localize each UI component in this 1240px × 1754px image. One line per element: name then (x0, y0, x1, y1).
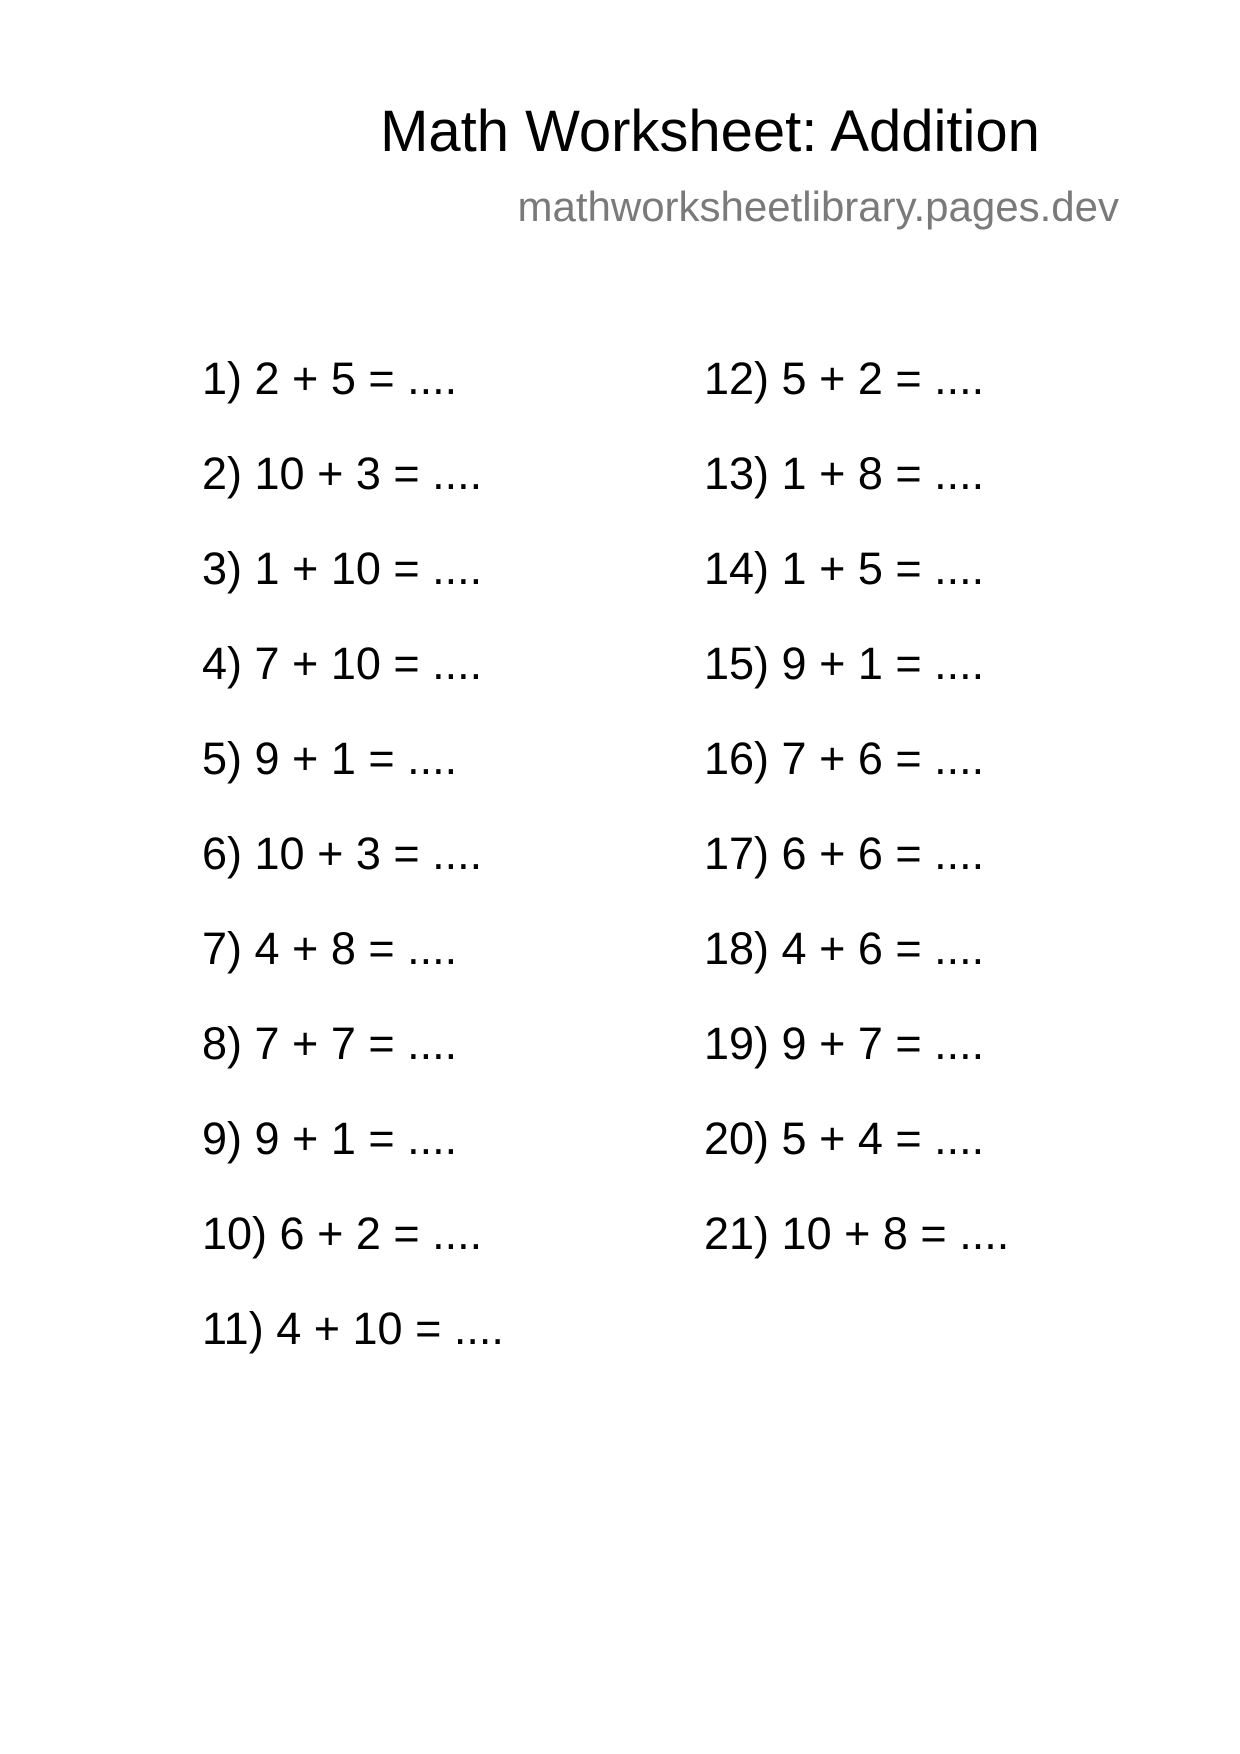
page-title: Math Worksheet: Addition (380, 99, 1040, 164)
problem-item: 19) 9 + 7 = .... (704, 1018, 985, 1069)
problem-item: 2) 10 + 3 = .... (202, 448, 483, 499)
problem-item: 13) 1 + 8 = .... (704, 448, 985, 499)
problem-item: 17) 6 + 6 = .... (704, 828, 985, 879)
problem-column-left (202, 352, 504, 1397)
problem-item: 1) 2 + 5 = .... (202, 353, 458, 404)
problem-item: 4) 7 + 10 = .... (202, 638, 483, 689)
problem-item: 11) 4 + 10 = .... (202, 1303, 504, 1354)
problem-item: 16) 7 + 6 = .... (704, 733, 985, 784)
problem-item: 14) 1 + 5 = .... (704, 543, 985, 594)
problem-item: 7) 4 + 8 = .... (202, 923, 458, 974)
website-url: mathworksheetlibrary.pages.dev (517, 183, 1119, 230)
problem-item: 3) 1 + 10 = .... (202, 543, 483, 594)
problem-item: 8) 7 + 7 = .... (202, 1018, 458, 1069)
problem-item: 9) 9 + 1 = .... (202, 1113, 458, 1164)
problem-column-right (704, 352, 1009, 1302)
problem-item: 21) 10 + 8 = .... (704, 1208, 1010, 1259)
problem-item: 12) 5 + 2 = .... (704, 353, 985, 404)
problem-item: 6) 10 + 3 = .... (202, 828, 483, 879)
problem-item: 18) 4 + 6 = .... (704, 923, 985, 974)
problem-item: 20) 5 + 4 = .... (704, 1113, 985, 1164)
problem-item: 15) 9 + 1 = .... (704, 638, 985, 689)
problem-item: 5) 9 + 1 = .... (202, 733, 458, 784)
problem-item: 10) 6 + 2 = .... (202, 1208, 483, 1259)
